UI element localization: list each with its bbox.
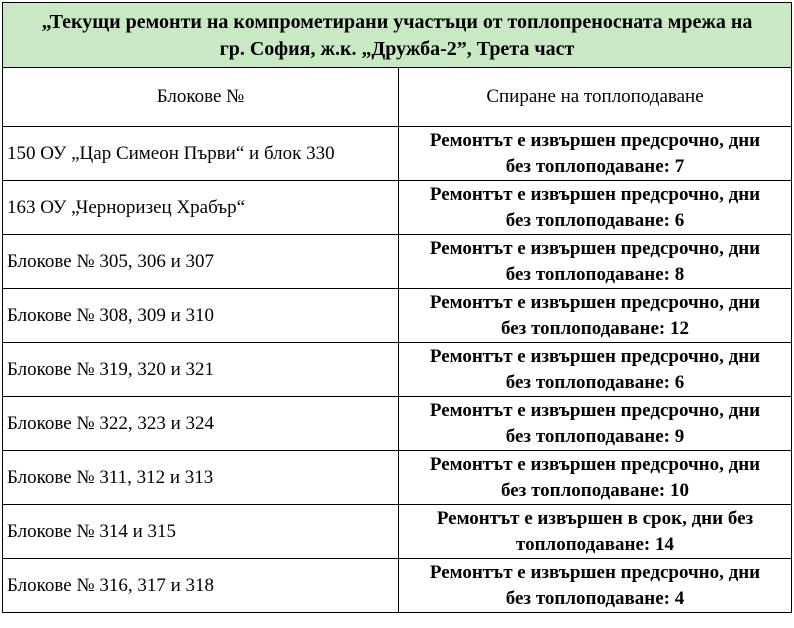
header-blocks: Блокове № — [3, 68, 399, 127]
status-line-2: без топлоподаване: 9 — [505, 425, 685, 447]
status-line-1: Ремонтът е извършен предсрочно, дни — [429, 129, 761, 151]
block-name: Блокове № 322, 323 и 324 — [3, 397, 399, 451]
heating-status — [399, 343, 792, 397]
heating-status — [399, 235, 792, 289]
status-line-2: без топлоподаване: 6 — [505, 209, 685, 231]
block-name: Блокове № 319, 320 и 321 — [3, 343, 399, 397]
heating-status — [399, 559, 792, 613]
status-line-1: Ремонтът е извършен предсрочно, дни — [429, 561, 761, 583]
heating-status — [399, 451, 792, 505]
header-heating-stop: Спиране на топлоподаване — [399, 68, 792, 127]
status-line-1: Ремонтът е извършен предсрочно, дни — [429, 237, 761, 259]
block-name: 150 ОУ „Цар Симеон Първи“ и блок 330 — [3, 127, 399, 181]
title-line-1: „Текущи ремонти на компрометирани участъци от топлопреносната мрежа на — [41, 11, 753, 33]
block-name: Блокове № 316, 317 и 318 — [3, 559, 399, 613]
status-line-2: без топлоподаване: 7 — [505, 155, 685, 177]
table-row — [3, 559, 792, 613]
title-line-2: гр. София, ж.к. „Дружба-2”, Трета част — [219, 38, 575, 60]
title-row — [3, 3, 792, 68]
table-row — [3, 505, 792, 559]
heating-status — [399, 181, 792, 235]
status-line-1: Ремонтът е извършен предсрочно, дни — [429, 399, 761, 421]
status-line-1: Ремонтът е извършен в срок, дни без — [436, 507, 754, 529]
table-row — [3, 343, 792, 397]
block-name: 163 ОУ „Черноризец Храбър“ — [3, 181, 399, 235]
status-line-2: топлоподаване: 14 — [516, 533, 674, 555]
status-line-1: Ремонтът е извършен предсрочно, дни — [429, 183, 761, 205]
status-line-2: без топлоподаване: 4 — [505, 587, 685, 609]
status-line-1: Ремонтът е извършен предсрочно, дни — [429, 345, 761, 367]
heating-status — [399, 127, 792, 181]
table-row — [3, 451, 792, 505]
status-line-2: без топлоподаване: 6 — [505, 371, 685, 393]
block-name: Блокове № 311, 312 и 313 — [3, 451, 399, 505]
status-line-2: без топлоподаване: 8 — [505, 263, 685, 285]
status-line-2: без топлоподаване: 12 — [501, 317, 689, 339]
block-name: Блокове № 308, 309 и 310 — [3, 289, 399, 343]
header-row — [3, 68, 792, 127]
table-row — [3, 235, 792, 289]
table-row — [3, 397, 792, 451]
status-line-1: Ремонтът е извършен предсрочно, дни — [429, 291, 761, 313]
table-row — [3, 181, 792, 235]
table-row — [3, 289, 792, 343]
heating-status — [399, 397, 792, 451]
status-line-1: Ремонтът е извършен предсрочно, дни — [429, 453, 761, 475]
repairs-table-container — [2, 2, 791, 613]
block-name: Блокове № 305, 306 и 307 — [3, 235, 399, 289]
heating-status — [399, 289, 792, 343]
block-name: Блокове № 314 и 315 — [3, 505, 399, 559]
status-line-2: без топлоподаване: 10 — [501, 479, 689, 501]
table-title — [3, 3, 792, 68]
heating-status — [399, 505, 792, 559]
repairs-table — [2, 2, 792, 613]
table-row — [3, 127, 792, 181]
